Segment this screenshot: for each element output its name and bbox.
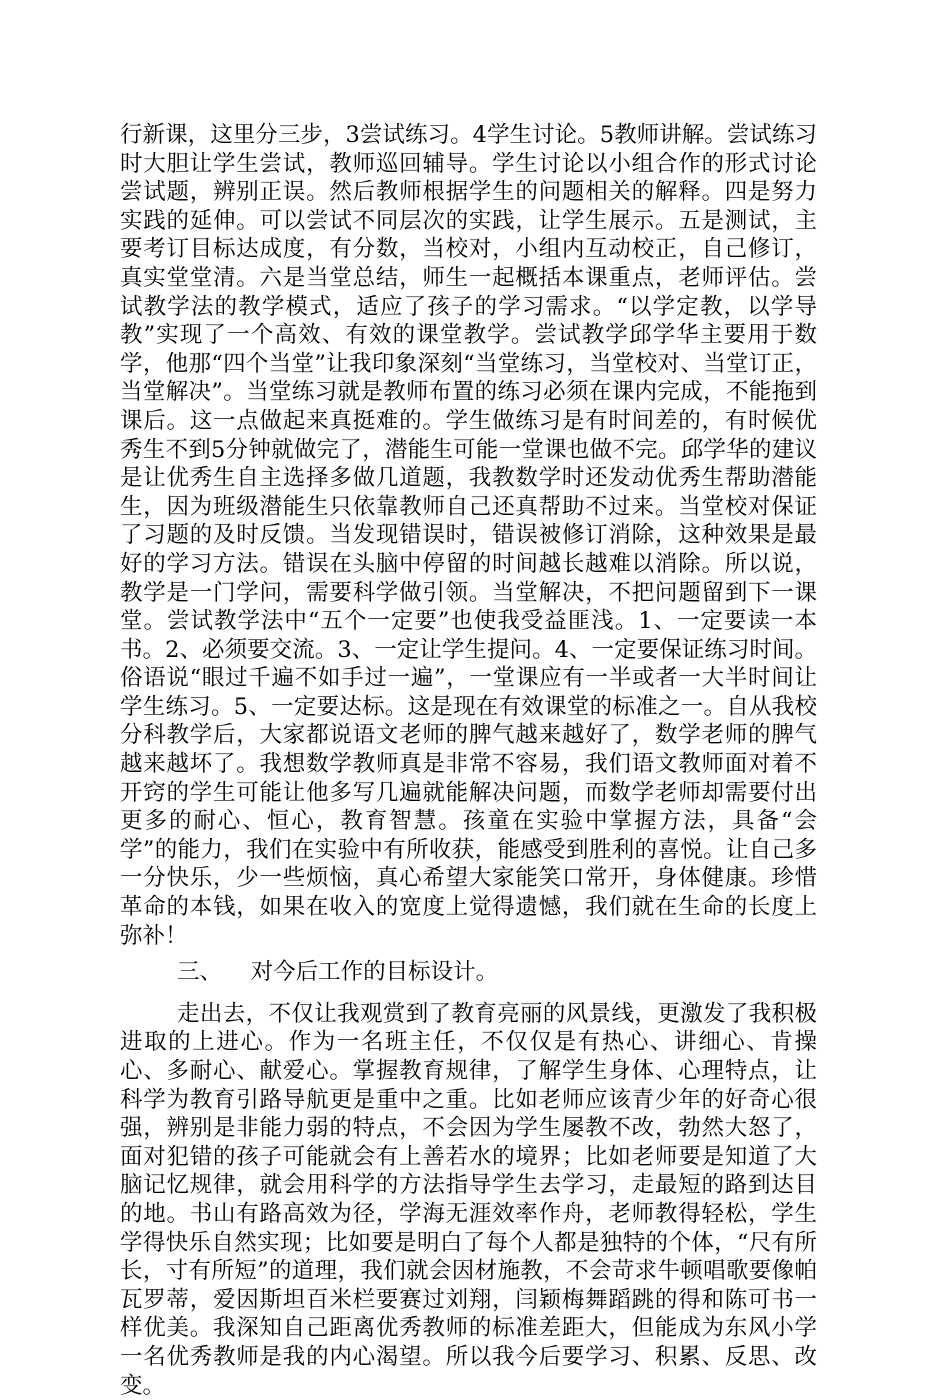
section-heading-number: 三、 xyxy=(177,959,223,986)
document-page xyxy=(120,121,817,1400)
body-paragraph-1: 行新课，这里分三步，3尝试练习。4学生讨论。5教师讲解。尝试练习时大胆让学生尝试，教师巡回辅导。学生讨论以小组合作的形式讨论尝试题，辨别正误。然后教师根据学生的问题相关的解释。四是努力实践的延伸。可以尝试不同层次的实践，让学生展示。五是测试，主要考订目标达成度，有分数，当校对，小组内互动校正，自己修订，真实堂堂清。六是当堂总结，师生一起概括本课重点，老师评估。尝试教学法的教学模式，适应了孩子的学习需求。“以学定教，以学导教”实现了一个高效、有效的课堂教学。尝试教学邱学华主要用于数学，他那“四个当堂”让我印象深刻“当堂练习，当堂校对、当堂订正，当堂解决”。当堂练习就是教师布置的练习必须在课内完成，不能拖到课后。这一点做起来真挺难的。学生做练习是有时间差的，有时候优秀生不到5分钟就做完了，潜能生可能一堂课也做不完。邱学华的建议是让优秀生自主选择多做几道题，我教数学时还发动优秀生帮助潜能生，因为班级潜能生只依靠教师自己还真帮助不过来。当堂校对保证了习题的及时反馈。当发现错误时，错误被修订消除，这种效果是最好的学习方法。错误在头脑中停留的时间越长越难以消除。所以说，教学是一门学问，需要科学做引领。当堂解决，不把问题留到下一课堂。尝试教学法中“五个一定要”也使我受益匪浅。1、一定要读一本书。2、必须要交流。3、一定让学生提问。4、一定要保证练习时间。俗语说“眼过千遍不如手过一遍”，一堂课应有一半或者一大半时间让学生练习。5、一定要达标。这是现在有效课堂的标准之一。自从我校分科教学后，大家都说语文老师的脾气越来越好了，数学老师的脾气越来越坏了。我想数学教师真是非常不容易，我们语文教师面对着不开窍的学生可能让他多写几遍就能解决问题，而数学老师却需要付出更多的耐心、恒心，教育智慧。孩童在实验中掌握方法，具备“会学”的能力，我们在实验中有所收获，能感受到胜利的喜悦。让自己多一分快乐，少一些烦恼，真心希望大家能笑口常开，身体健康。珍惜革命的本钱，如果在收入的宽度上觉得遗憾，我们就在生命的长度上弥补！ xyxy=(120,122,817,949)
section-heading xyxy=(120,950,817,994)
section-heading-text: 对今后工作的目标设计。 xyxy=(250,959,499,986)
body-paragraph-2: 走出去，不仅让我观赏到了教育亮丽的风景线，更激发了我积极进取的上进心。作为一名班主任，不仅仅是有热心、讲细心、肯操心、多耐心、献爱心。掌握教育规律，了解学生身体、心理特点，让科学为教育引路导航更是重中之重。比如老师应该青少年的好奇心很强，辨别是非能力弱的特点，不会因为学生屡教不改，勃然大怒了，面对犯错的孩子可能就会有上善若水的境界；比如老师要是知道了大脑记忆规律，就会用科学的方法指导学生去学习，走最短的路到达目的地。书山有路高效为径，学海无涯效率作舟，老师教得轻松，学生学得快乐自然实现；比如要是明白了每个人都是独特的个体，“尺有所长，寸有所短”的道理，我们就会因材施教，不会苛求牛顿唱歌要像帕瓦罗蒂，爱因斯坦百米栏要赛过刘翔，闫颖梅舞蹈跳的得和陈可书一样优美。我深知自己距离优秀教师的标准差距大，但能成为东风小学一名优秀教师是我的内心渴望。所以我今后要学习、积累、反思、改变。 xyxy=(120,1000,817,1399)
